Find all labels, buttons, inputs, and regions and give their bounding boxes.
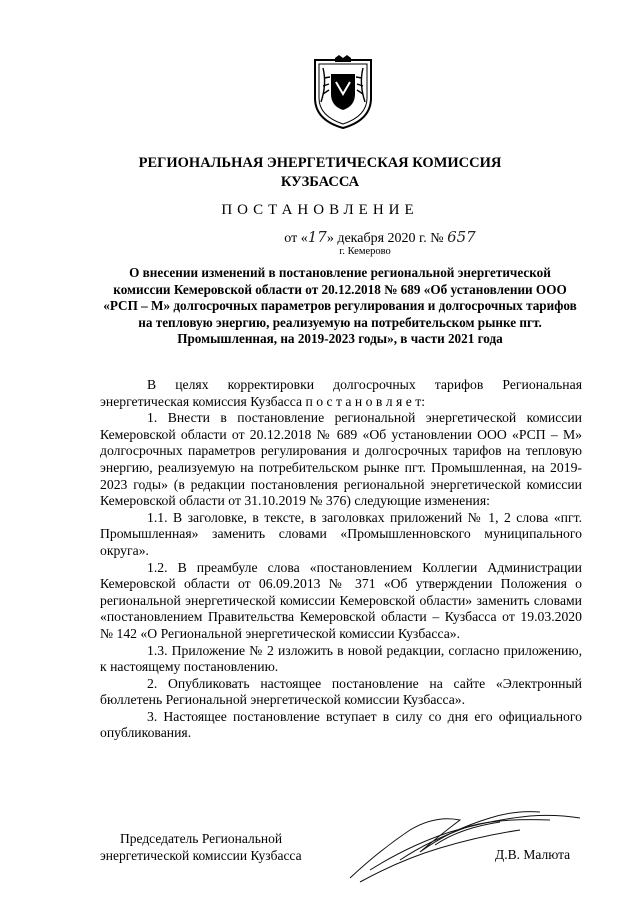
paragraph-2: 2. Опубликовать настоящее постановление на сайте «Электронный бюллетень Региональной энергетической комиссии Кузбасса». bbox=[100, 675, 582, 708]
document-type: ПОСТАНОВЛЕНИЕ bbox=[221, 202, 419, 218]
document-body bbox=[100, 377, 582, 742]
org-line-1: РЕГИОНАЛЬНАЯ ЭНЕРГЕТИЧЕСКАЯ КОМИССИЯ bbox=[138, 155, 502, 171]
document-number: 657 bbox=[447, 228, 476, 246]
organization-name bbox=[0, 154, 640, 192]
paragraph-1: 1. Внести в постановление региональной энергетической комиссии Кемеровской области от 20.12.2018 № 689 «Об установлении ООО «РСП – М» долгосрочных параметров регулирования и долгосрочных тарифов на тепловую энергию, реализуемую на потребительском рынке пгт. Промышленная, на 2019-2023 годы» (в редакции постановления региональной энергетической комиссии Кемеровской области от 31.10.2019 № 376) следующие изменения: bbox=[100, 410, 582, 509]
city: г. Кемерово bbox=[339, 246, 391, 257]
signer-name: Д.В. Малюта bbox=[495, 847, 571, 862]
paragraph-1-3: 1.3. Приложение № 2 изложить в новой редакции, согласно приложению, к настоящему постановлению. bbox=[100, 642, 582, 675]
date-day: 17 bbox=[307, 228, 327, 246]
date-line: от «17» декабря 2020 г. № 657 bbox=[284, 228, 476, 246]
paragraph-3: 3. Настоящее постановление вступает в силу со дня его официального опубликования. bbox=[100, 708, 582, 741]
org-line-2: КУЗБАССА bbox=[280, 174, 360, 190]
paragraph-1-2: 1.2. В преамбуле слова «постановлением Коллегии Администрации Кемеровской области от 06.09.2013 № 371 «Об утверждении Положения о региональной энергетической комиссии Кемеровской области» заменить словами «постановлением Правительства Кемеровской области – Кузбасса от 19.03.2020 № 142 «О Региональной энергетической комиссии Кузбасса». bbox=[100, 559, 582, 641]
coat-of-arms-icon bbox=[309, 54, 377, 130]
signer-position: Председатель Региональной энергетической комиссии Кузбасса bbox=[100, 831, 302, 863]
document-title: О внесении изменений в постановление региональной энергетической комиссии Кемеровской области от 20.12.2018 № 689 «Об установлении ООО «РСП – М» долгосрочных параметров регулирования и долгосрочных тарифов на тепловую энергию, реализуемую на потребительском рынке пгт. Промышленная, на 2019-2023 годы», в части 2021 года bbox=[103, 265, 577, 346]
paragraph-1-1: 1.1. В заголовке, в тексте, в заголовках приложений № 1, 2 слова «пгт. Промышленная» заменить словами «Промышленновского муниципального округа». bbox=[100, 509, 582, 558]
paragraph-intro: В целях корректировки долгосрочных тарифов Региональная энергетическая комиссия Кузбасса п о с т а н о в л я е т: bbox=[100, 377, 582, 409]
handwritten-signature bbox=[340, 790, 600, 890]
